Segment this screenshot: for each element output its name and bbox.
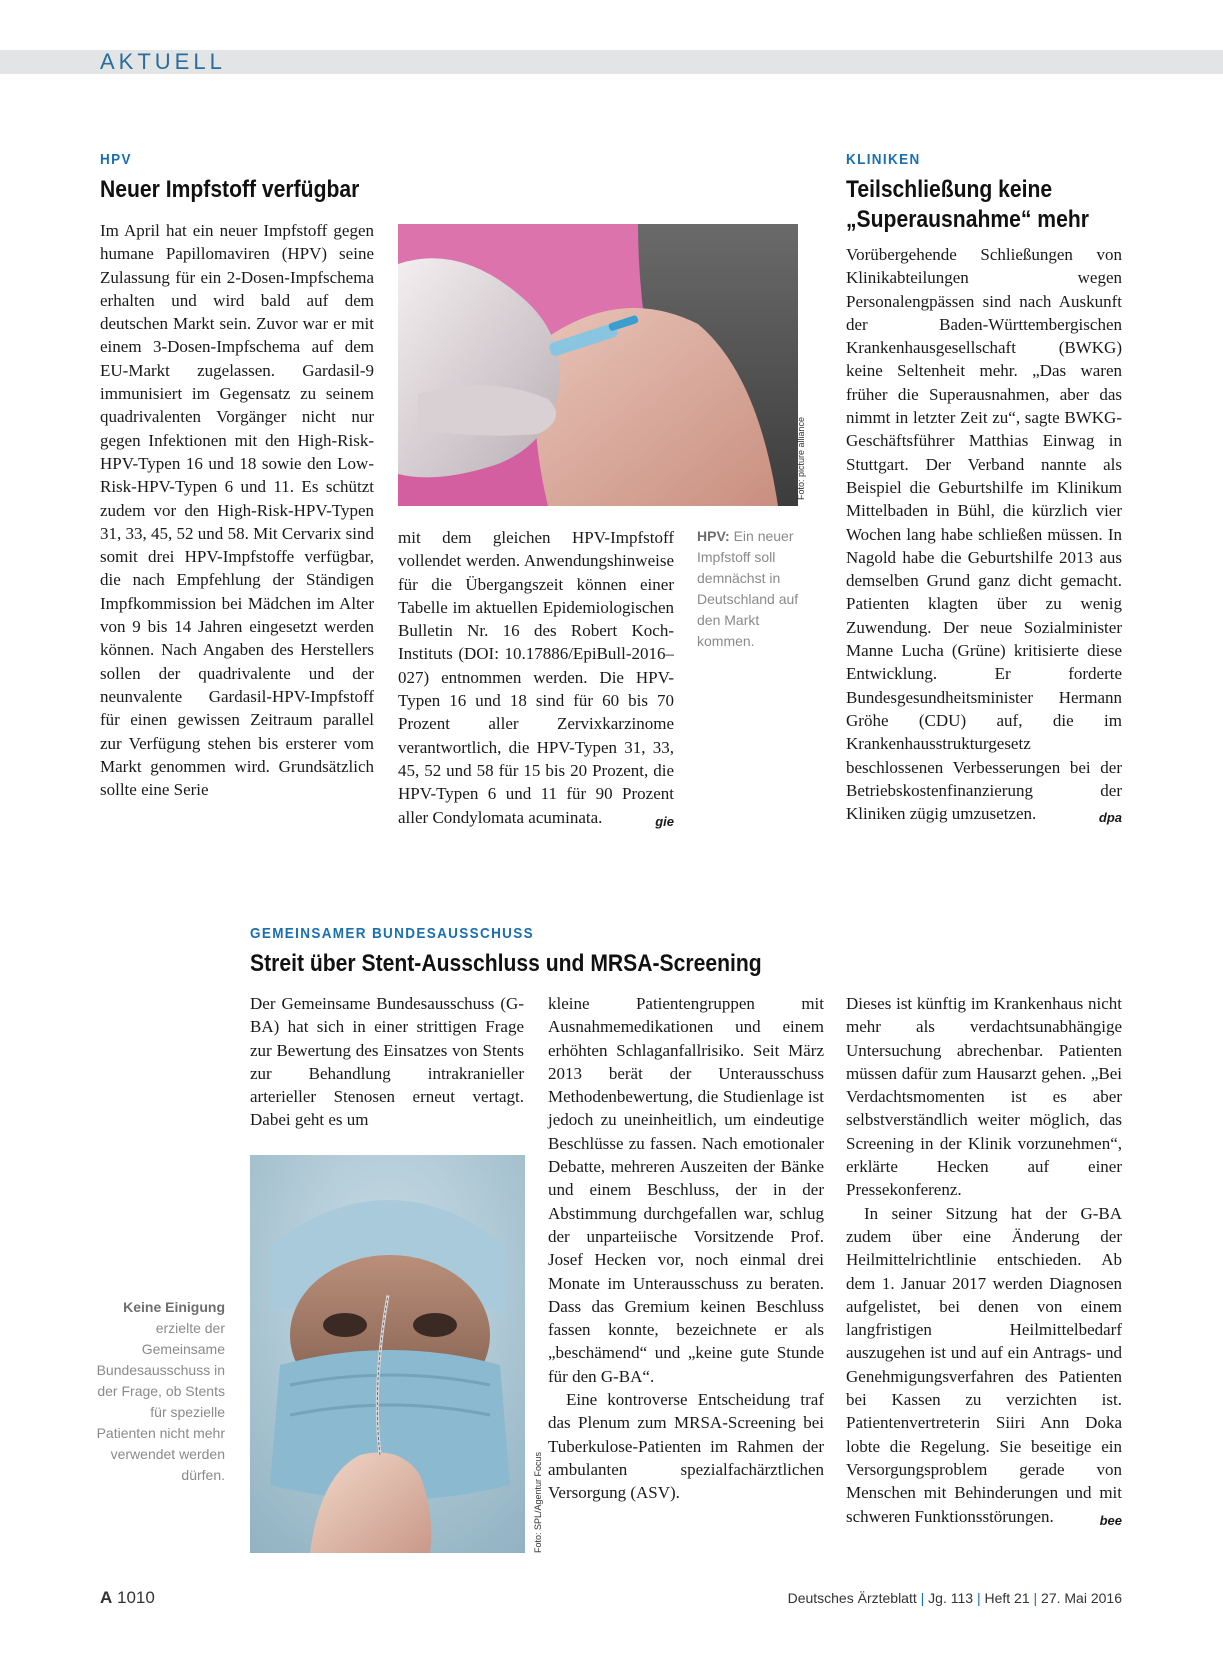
page-number (100, 1588, 155, 1608)
article3-caption-text: erzielte der Gemeinsame Bundesausschuss in der Frage, ob Stents für spezielle Patienten nicht mehr verwendet werden dürfen. (96, 1320, 225, 1483)
article2-title-line2: „Superausnahme“ mehr (846, 206, 1089, 233)
article3-kicker: GEMEINSAMER BUNDESAUSSCHUSS (250, 925, 534, 942)
article3-column-3 (846, 992, 1122, 1562)
article2-title-line1: Teilschließung keine (846, 176, 1053, 203)
article1-col1-text: Im April hat ein neuer Impfstoff gegen humane Papillomaviren (HPV) seine Zulassung für ein 2-Dosen-Impfschema erhalten und wird bald auf dem deutschen Markt sein. Zuvor war er mit einem 3-Dosen-Impfschema auf dem EU-Markt zugelassen. Gardasil-9 immunisiert im Gegensatz zu seinem quadrivalenten Vorgänger nicht nur gegen Infektionen mit den High-Risk-HPV-Typen 16 und 18 sowie den Low-Risk-HPV-Typen 6 und 11. Es schützt zudem vor den High-Risk-HPV-Typen 31, 33, 45, 52 und 58. Mit Cervarix sind somit drei HPV-Impfstoffe verfügbar, die nach Empfehlung der Ständigen Impfkommission bei Mädchen im Alter von 9 bis 14 Jahren eingesetzt werden können. Nach Angaben des Herstellers sollen der quadrivalente und der neunvalente Gardasil-HPV-Impfstoff für einen gewissen Zeitraum parallel zur Verfügung stehen bis ersterer vom Markt genommen wird. Grundsätzlich sollte eine Serie (100, 221, 374, 800)
article3-column-2 (548, 992, 824, 1562)
footer-issue: Heft 21 (984, 1590, 1030, 1606)
article3-caption (95, 1297, 225, 1486)
article1-author: gie (655, 813, 674, 829)
article1-caption-text: Ein neuer Impfstoff soll demnächst in Deutschland auf den Markt kommen. (697, 528, 799, 649)
page-prefix: A (100, 1588, 113, 1607)
article3-caption-lead: Keine Einigung (123, 1299, 225, 1315)
footer-citation (788, 1590, 1122, 1606)
surgeon-stent-photo-image (250, 1155, 525, 1553)
footer-journal: Deutsches Ärzteblatt (787, 1590, 917, 1606)
article1-column-2 (398, 526, 674, 856)
footer-divider: | (920, 1590, 925, 1606)
article3-column-1 (250, 992, 524, 1142)
article3-title: Streit über Stent-Ausschluss und MRSA-Screening (250, 950, 762, 977)
article3-col2-p2: Eine kontroverse Entscheidung traf das Plenum zum MRSA-Screening bei Tuberkulose-Patienten im Rahmen der ambulanten spezialfachärztlichen Versorgung (ASV). (548, 1390, 824, 1503)
article3-col3-p1: Dieses ist künftig im Krankenhaus nicht mehr als verdachtsunabhängige Untersuchung abrechenbar. Patienten müssen dafür zum Hausarzt gehen. „Bei Verdachtsmomenten ist es aber selbstverständlich weiter möglich, das Screening in der Klinik vorzunehmen“, erklärte Hecken auf einer Pressekonferenz. (846, 994, 1122, 1200)
surgeon-stent-photo (250, 1155, 525, 1553)
footer-divider: | (1033, 1590, 1038, 1606)
article1-col2-text: mit dem gleichen HPV-Impfstoff vollendet werden. Anwendungshinweise für die Übergangszeit können einer Tabelle im aktuellen Epidemiologischen Bulletin Nr. 16 des Robert Koch-Instituts (DOI: 10.17886/EpiBull-2016–027) entnommen werden. Die HPV-Typen 16 und 18 sind für 60 bis 70 Prozent aller Zervixkarzinome verantwortlich, die HPV-Typen 31, 33, 45, 52 und 58 für 15 bis 20 Prozent, die HPV-Typen 6 und 11 für 90 Prozent aller Condylomata acuminata. (398, 528, 674, 827)
article3-col3-p2: In seiner Sitzung hat der G-BA zudem über eine Änderung der Heilmittelrichtlinie entschieden. Ab dem 1. Januar 2017 werden Diagnosen aufgelistet, bei denen von einem langfristigen Heilmittelbedarf auszugehen ist und auf ein Antrags- und Genehmigungsverfahren des Patienten bei Kassen zu verzichten ist. Patientenvertreterin Siiri Ann Doka lobte die Regelung. Sie beseitige ein Versorgungsproblem gerade von Menschen mit Behinderungen und mit schweren Funktionsstörungen. (846, 1203, 1122, 1526)
vaccination-photo (398, 224, 798, 506)
article2-body-text: Vorübergehende Schließungen von Klinikabteilungen wegen Personalengpässen sind nach Auskunft der Baden-Württembergischen Krankenhausgesellschaft (BWKG) keine Seltenheit mehr. „Das waren früher die Superausnahmen, aber das nimmt in letzter Zeit zu“, sagte BWKG-Geschäftsführer Matthias Einwag in Stuttgart. Der Verband nannte als Beispiel die Geburtshilfe im Klinikum Mittelbaden in Bühl, die kürzlich vier Wochen lang habe schließen müssen. In Nagold habe die Geburtshilfe 2013 aus demselben Grund ganz dicht gemacht. Patienten klagten über zu wenig Zuwendung. Der neue Sozialminister Manne Lucha (Grüne) kritisierte diese Entwicklung. Er forderte Bundesgesundheitsminister Hermann Gröhe (CDU) auf, die im Krankenhausstrukturgesetz beschlossenen Verbesserungen bei der Betriebskostenfinanzierung der Kliniken zügig umzusetzen. (846, 245, 1122, 824)
article1-photo-credit: Foto: picture alliance (796, 416, 806, 500)
article1-caption (697, 526, 817, 652)
section-label: AKTUELL (100, 49, 226, 74)
article3-col2-p1: kleine Patientengruppen mit Ausnahmemedikationen und einem erhöhten Schlaganfallrisiko. Seit März 2013 berät der Unterausschuss Methodenbewertung, die Studienlage ist jedoch zu uneinheitlich, um eindeutige Beschlüsse zu fassen. Nach emotionaler Debatte, mehreren Auszeiten der Bänke und einem Beschluss, der in der Abstimmung durchgefallen war, schlug der unparteiische Vorsitzende Prof. Josef Hecken vor, noch einmal drei Monate im Unterausschuss zu beraten. Dass das Gremium keinen Beschluss fassen konnte, bezeichnete er als „beschämend“ und „keine gute Stunde für den G-BA“. (548, 994, 824, 1386)
article2-author: dpa (1098, 810, 1122, 826)
article2-column (846, 243, 1122, 863)
article1-kicker: HPV (100, 151, 132, 168)
article3-author: bee (1099, 1512, 1122, 1528)
article1-caption-lead: HPV: (697, 528, 730, 544)
article3-col1-text: Der Gemeinsame Bundesausschuss (G-BA) hat sich in einer strittigen Frage zur Bewertung des Einsatzes von Stents zur Behandlung intrakranieller arterieller Stenosen erneut vertagt. Dabei geht es um (250, 994, 524, 1130)
article3-photo-credit: Foto: SPL/Agentur Focus (533, 1451, 543, 1553)
article2-kicker: KLINIKEN (846, 151, 921, 168)
page-number-value: 1010 (117, 1588, 155, 1607)
footer-date: 27. Mai 2016 (1041, 1590, 1122, 1606)
vaccination-photo-image (398, 224, 798, 506)
footer-divider: | (976, 1590, 981, 1606)
article1-title: Neuer Impfstoff verfügbar (100, 176, 360, 203)
footer-volume: Jg. 113 (928, 1590, 974, 1606)
article1-column-1 (100, 219, 374, 859)
